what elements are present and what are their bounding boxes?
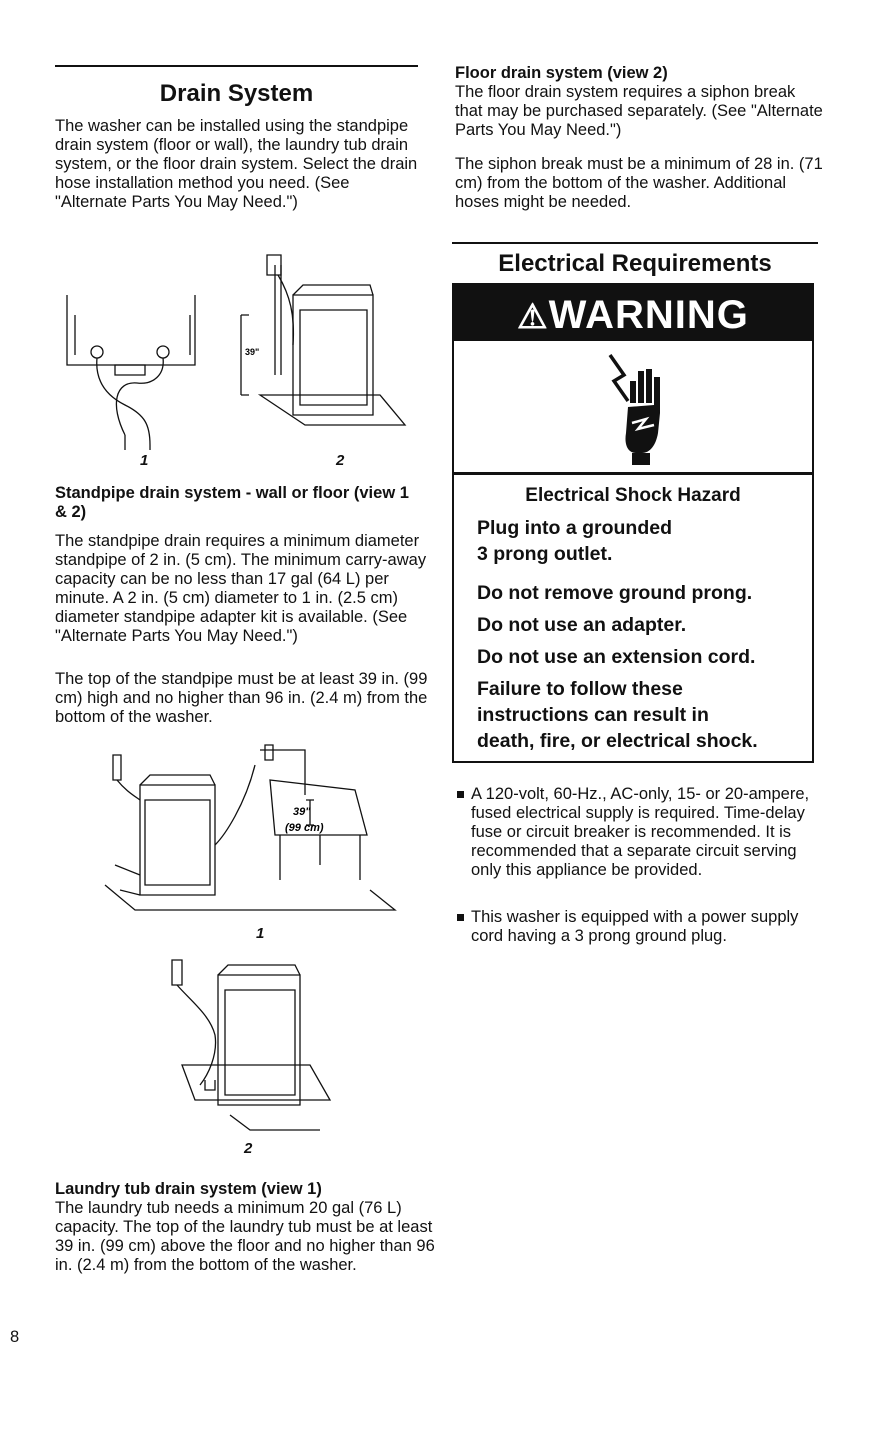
warning-box bbox=[452, 283, 814, 763]
warning-banner-text: WARNING bbox=[548, 293, 749, 337]
warning-line-1: Plug into a grounded bbox=[477, 517, 672, 539]
standpipe-heading: Standpipe drain system - wall or floor (view 1 & 2) bbox=[55, 484, 409, 521]
fig2-metric-label: (99 cm) bbox=[285, 822, 324, 834]
electrical-bullet-2 bbox=[457, 908, 817, 946]
top-rule-left bbox=[55, 65, 418, 67]
fig1-view-number-2: 2 bbox=[336, 452, 345, 469]
fig2-view-number-1: 1 bbox=[256, 925, 265, 942]
warning-triangle-icon: ⚠ bbox=[517, 298, 549, 336]
fig1-height-label: 39" bbox=[245, 347, 260, 357]
electrical-bullet-2-text: This washer is equipped with a power supply cord having a 3 prong ground plug. bbox=[471, 908, 799, 945]
electrical-requirements-title: Electrical Requirements bbox=[498, 250, 772, 277]
floor-drain-figure bbox=[170, 955, 340, 1135]
warning-line-4: Do not use an adapter. bbox=[477, 614, 687, 636]
drain-intro-text: The washer can be installed using the standpipe drain system (floor or wall), the laundry tub drain system, or the floor drain system. Select the drain hose installation method you need. (See "Alternate Parts You May Need.") bbox=[55, 117, 418, 211]
drain-figure-views bbox=[55, 255, 415, 470]
warning-line-2: 3 prong outlet. bbox=[477, 543, 613, 565]
standpipe-paragraph-1: The standpipe drain requires a minimum diameter standpipe of 2 in. (5 cm). The minimum carry-away capacity can be no less than 17 gal (64 L) per minute. A 2 in. (5 cm) diameter to 1 in. (2.5 cm) diameter standpipe adapter kit is available. (See "Alternate Parts You May Need.") bbox=[55, 532, 427, 645]
fig1-view-number-1: 1 bbox=[140, 452, 149, 469]
warning-hazard-title: Electrical Shock Hazard bbox=[525, 485, 741, 506]
warning-line-7: instructions can result in bbox=[477, 704, 709, 726]
electric-shock-hand-icon bbox=[602, 353, 672, 465]
floor-drain-paragraph-2: The siphon break must be a minimum of 28 in. (71 cm) from the bottom of the washer. Additional hoses might be needed. bbox=[455, 155, 823, 211]
tub-heading: Laundry tub drain system (view 1) bbox=[55, 1180, 322, 1198]
electrical-bullet-1-text: A 120-volt, 60-Hz., AC-only, 15- or 20-ampere, fused electrical supply is required. Time-delay fuse or circuit breaker is recommended. It is recommended that a separate circuit serving only this appliance be provided. bbox=[471, 785, 810, 879]
warning-line-6: Failure to follow these bbox=[477, 678, 683, 700]
floor-drain-paragraph-1: The floor drain system requires a siphon break that may be purchased separately. (See "Alternate Parts You May Need.") bbox=[455, 83, 823, 139]
standpipe-paragraph-2: The top of the standpipe must be at least 39 in. (99 cm) high and no higher than 96 in. (2.4 m) from the bottom of the washer. bbox=[55, 670, 428, 726]
floor-drain-heading: Floor drain system (view 2) bbox=[455, 64, 668, 82]
electrical-title-rule bbox=[452, 242, 818, 244]
fig2-height-label: 39" bbox=[293, 806, 311, 818]
fig3-view-number-2: 2 bbox=[244, 1140, 253, 1157]
tub-paragraph: The laundry tub needs a minimum 20 gal (76 L) capacity. The top of the laundry tub must be at least 39 in. (99 cm) above the floor and no higher than 96 in. (2.4 m) from the bottom of the washer. bbox=[55, 1199, 435, 1274]
drain-system-title: Drain System bbox=[159, 80, 314, 107]
warning-separator bbox=[454, 472, 812, 475]
bullet-square-icon bbox=[457, 914, 464, 921]
laundry-tub-figure bbox=[105, 745, 405, 925]
warning-line-8: death, fire, or electrical shock. bbox=[477, 730, 758, 752]
warning-line-3: Do not remove ground prong. bbox=[477, 582, 753, 604]
electrical-bullet-1 bbox=[457, 785, 817, 880]
page-number: 8 bbox=[10, 1328, 20, 1346]
warning-banner bbox=[454, 285, 812, 341]
warning-line-5: Do not use an extension cord. bbox=[477, 646, 756, 668]
bullet-square-icon bbox=[457, 791, 464, 798]
